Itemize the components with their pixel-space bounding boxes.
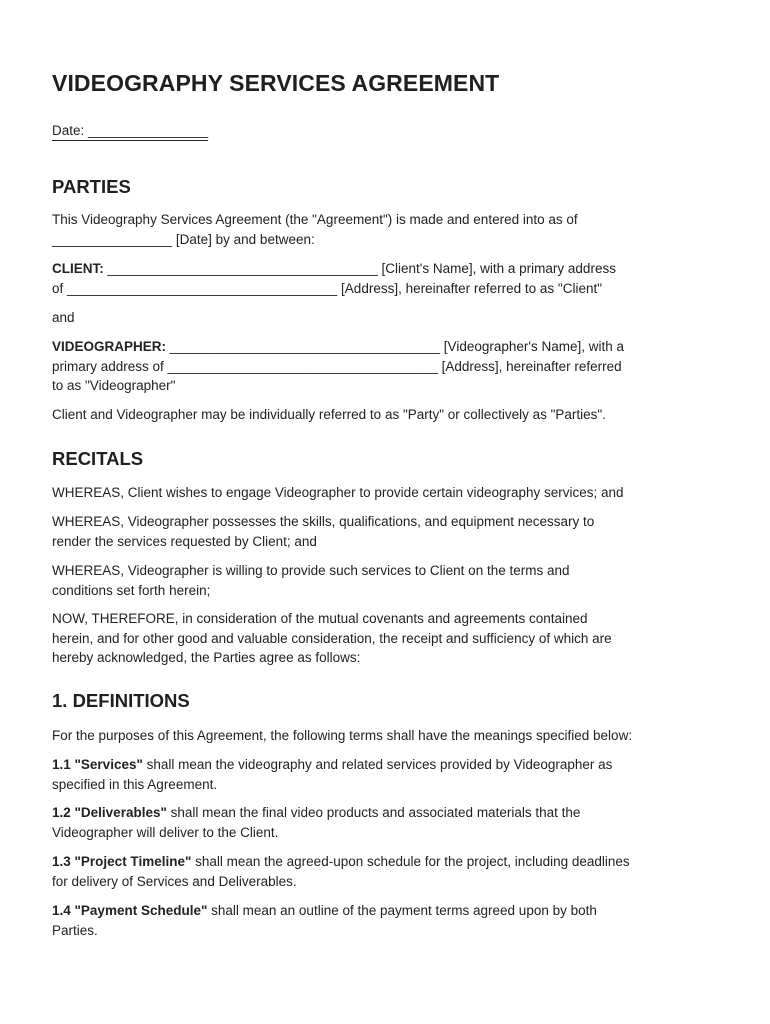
definitions-heading: 1. DEFINITIONS [52,690,190,711]
recitals-heading: RECITALS [52,448,144,469]
videographer-text: ____________________________________ [Videographer's Name], with a primary address of ____________________________________ [Address], hereinafter referred to as "Videographer" [52,339,624,393]
recital-1: WHEREAS, Client wishes to engage Videographer to provide certain videography services; and [52,485,624,500]
definition-text: shall mean an outline of the payment terms agreed upon by both Parties. [52,903,597,938]
client-label: CLIENT: [52,261,104,276]
videographer-label: VIDEOGRAPHER: [52,339,167,354]
definition-term: 1.2 "Deliverables" [52,805,167,820]
definition-services [52,755,722,794]
parties-heading: PARTIES [52,176,131,197]
client-paragraph [52,259,722,298]
client-text: ____________________________________ [Client's Name], with a primary address of ____________________________________ [Address], hereinafter referred to as "Client" [52,261,616,296]
definition-term: 1.3 "Project Timeline" [52,854,192,869]
definition-term: 1.4 "Payment Schedule" [52,903,208,918]
recital-4: NOW, THEREFORE, in consideration of the mutual covenants and agreements contained herein, and for other good and valuable consideration, the receipt and sufficiency of which are hereby acknowledged, the Parties agree as follows: [52,611,612,665]
definition-term: 1.1 "Services" [52,757,143,772]
parties-collective: Client and Videographer may be individually referred to as "Party" or collectively as "Parties". [52,407,606,422]
definitions-intro: For the purposes of this Agreement, the following terms shall have the meanings specified below: [52,728,633,743]
parties-intro: This Videography Services Agreement (the "Agreement") is made and entered into as of ________________ [Date] by and between: [52,212,578,247]
recital-2: WHEREAS, Videographer possesses the skills, qualifications, and equipment necessary to render the services requested by Client; and [52,514,595,549]
definition-deliverables [52,803,722,842]
recital-3: WHEREAS, Videographer is willing to provide such services to Client on the terms and conditions set forth herein; [52,563,570,598]
and-text: and [52,310,75,325]
date-field: Date: ________________ [52,123,208,141]
definition-payment-schedule [52,901,722,940]
page-title: VIDEOGRAPHY SERVICES AGREEMENT [52,70,500,96]
definition-text: shall mean the agreed-upon schedule for the project, including deadlines for delivery of Services and Deliverables. [52,854,630,889]
videographer-paragraph [52,337,722,396]
definition-text: shall mean the videography and related services provided by Videographer as specified in this Agreement. [52,757,613,792]
definition-text: shall mean the final video products and associated materials that the Videographer will deliver to the Client. [52,805,581,840]
definition-project-timeline [52,852,722,891]
